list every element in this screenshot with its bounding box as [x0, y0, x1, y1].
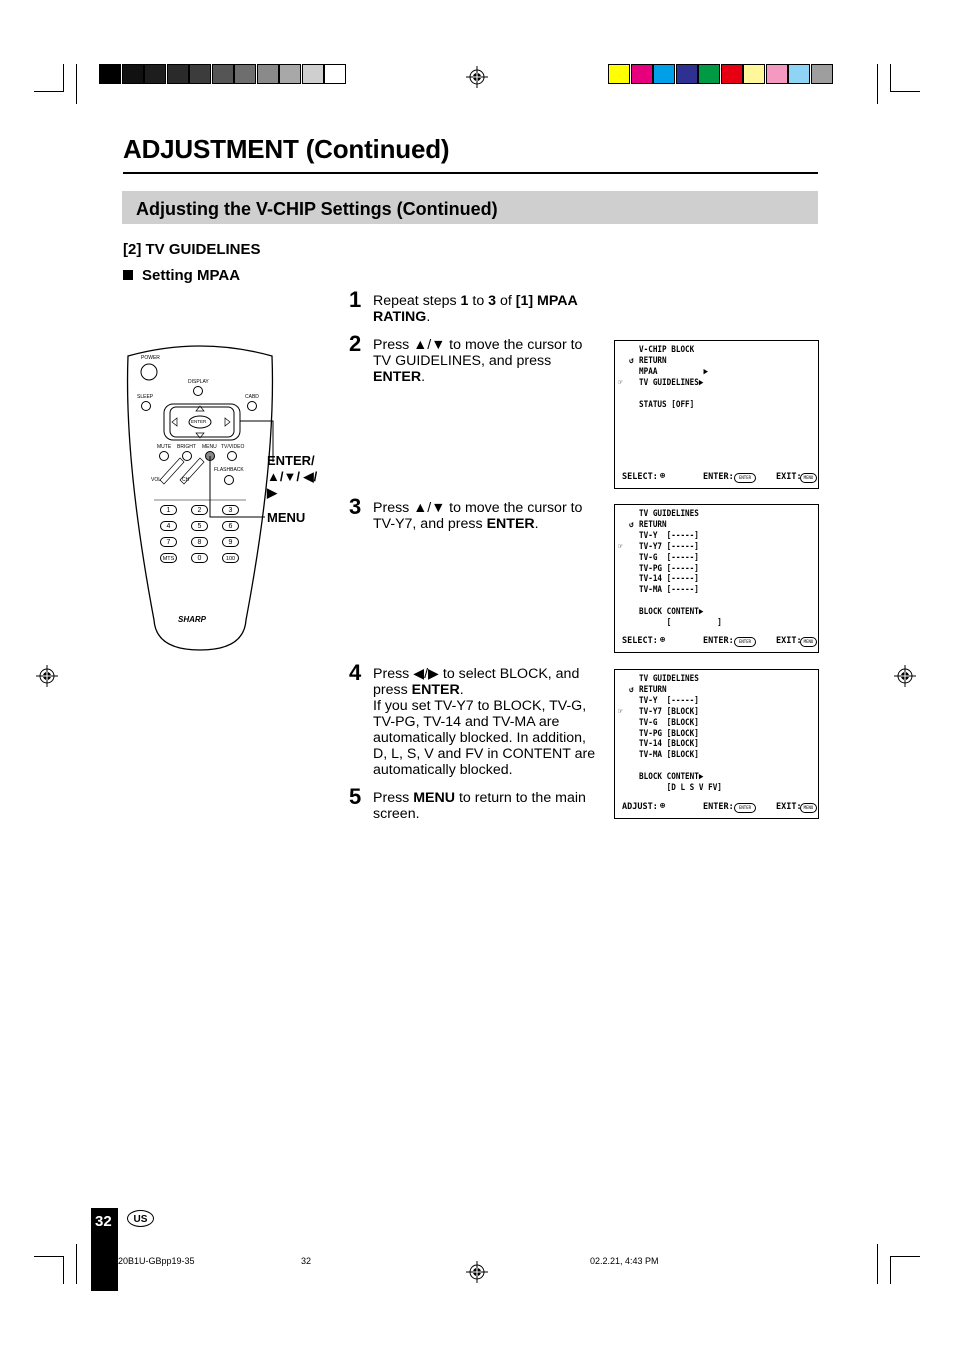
- menu-pill-icon: MENU: [800, 803, 817, 813]
- screen-line: BLOCK CONTENT▶: [639, 772, 704, 783]
- screen-footer: [622, 802, 812, 814]
- sub-subsection-heading: [123, 267, 240, 284]
- gray-swatch: [279, 64, 301, 84]
- select-pad-icon: ⊕: [660, 471, 666, 481]
- keypad-button[interactable]: 7: [160, 537, 177, 547]
- registration-mark-icon: [466, 1261, 488, 1283]
- footer-date: 02.2.21, 4:43 PM: [590, 1256, 659, 1266]
- crop-mark: [890, 1256, 920, 1257]
- color-swatch: [698, 64, 720, 84]
- color-swatch: [676, 64, 698, 84]
- screen-line: MPAA ▶: [639, 366, 709, 377]
- screen-line: BLOCK CONTENT▶: [639, 607, 704, 618]
- footer-filename: 20B1U-GBpp19-35: [118, 1256, 195, 1266]
- crop-mark: [877, 64, 878, 104]
- screen-line: TV-Y7 [BLOCK]: [639, 706, 699, 717]
- gray-swatch: [144, 64, 166, 84]
- screen-line: TV-MA [BLOCK]: [639, 750, 699, 761]
- gray-swatch: [257, 64, 279, 84]
- screen-line: RETURN: [639, 519, 667, 530]
- step-text: Press ▲/▼ to move the cursor to TV-Y7, and press ENTER.: [373, 500, 583, 532]
- gray-swatch: [99, 64, 121, 84]
- color-swatch: [743, 64, 765, 84]
- footer-exit-label: EXIT:: [776, 636, 802, 646]
- step-number: 2: [349, 331, 362, 356]
- mute-button[interactable]: [159, 451, 169, 461]
- sleep-label: SLEEP: [137, 394, 154, 400]
- gray-swatch: [212, 64, 234, 84]
- screen-footer: [622, 636, 812, 648]
- step-number: 5: [349, 784, 362, 809]
- page-number: 32: [95, 1213, 112, 1230]
- return-icon: ↺: [629, 355, 634, 366]
- footer-select-label: SELECT:: [622, 472, 658, 482]
- sub-subsection-label: Setting MPAA: [142, 267, 241, 284]
- menu-callout-label: MENU: [267, 510, 306, 525]
- footer-page: 32: [301, 1256, 312, 1266]
- crop-mark: [34, 1256, 64, 1257]
- gray-swatch: [234, 64, 256, 84]
- color-swatch: [721, 64, 743, 84]
- keypad-button[interactable]: 5: [191, 521, 208, 531]
- bright-label: BRIGHT: [177, 444, 196, 450]
- screen-line: TV-Y [-----]: [639, 530, 699, 541]
- menu-pill-icon: MENU: [800, 473, 817, 483]
- crop-mark: [63, 64, 64, 92]
- footer-enter-label: ENTER:: [703, 802, 734, 812]
- footer-enter-label: ENTER:: [703, 472, 734, 482]
- color-swatch: [653, 64, 675, 84]
- step-text: Repeat steps 1 to 3 of [1] MPAA RATING.: [373, 293, 578, 325]
- gray-swatch: [167, 64, 189, 84]
- registration-mark-icon: [466, 66, 488, 88]
- screen-line: TV GUIDELINES: [639, 674, 699, 684]
- screen-line: TV-Y7 [-----]: [639, 541, 699, 552]
- gray-swatch: [324, 64, 346, 84]
- enter-button-label[interactable]: ENTER: [191, 419, 207, 424]
- enter-pill-icon: ENTER: [734, 637, 756, 647]
- section-title: Adjusting the V-CHIP Settings (Continued): [136, 199, 498, 219]
- screen-line: TV-PG [BLOCK]: [639, 728, 699, 739]
- subsection-heading: [2] TV GUIDELINES: [123, 241, 261, 258]
- screen-line: TV-14 [BLOCK]: [639, 739, 699, 750]
- footer-enter-label: ENTER:: [703, 636, 734, 646]
- flashback-label: FLASHBACK: [214, 467, 244, 473]
- cabd-button[interactable]: [247, 401, 257, 411]
- keypad-button[interactable]: 100: [222, 553, 239, 563]
- step-number: 1: [349, 287, 362, 312]
- cursor-hand-icon: ☞: [618, 706, 623, 717]
- screen-line: TV-G [-----]: [639, 552, 699, 563]
- select-pad-icon: ⊕: [660, 801, 666, 811]
- screen-line: [D L S V FV]: [639, 783, 722, 793]
- screen-line: RETURN: [639, 684, 667, 695]
- keypad-button[interactable]: MTS: [160, 553, 177, 563]
- color-swatch: [788, 64, 810, 84]
- footer-select-label: SELECT:: [622, 636, 658, 646]
- screen-line: STATUS [OFF]: [639, 399, 695, 410]
- screen-footer: [622, 472, 812, 484]
- crop-mark: [34, 91, 64, 92]
- bright-button[interactable]: [182, 451, 192, 461]
- enter-arrows-label: ENTER/ ▲/▼/ ◀/▶: [267, 453, 318, 500]
- step-text: Press ▲/▼ to move the cursor to TV GUIDELINES, and press ENTER.: [373, 337, 583, 385]
- footer-exit-label: EXIT:: [776, 802, 802, 812]
- cabd-label: CABD: [245, 394, 259, 400]
- screen-line: TV-14 [-----]: [639, 574, 699, 585]
- keypad-button[interactable]: 3: [222, 505, 239, 515]
- keypad-button[interactable]: 8: [191, 537, 208, 547]
- registration-mark-icon: [36, 665, 58, 687]
- menu-pill-icon: MENU: [800, 637, 817, 647]
- mute-label: MUTE: [157, 444, 172, 450]
- keypad-button[interactable]: 6: [222, 521, 239, 531]
- vol-label: VOL: [151, 477, 162, 483]
- screen-line: RETURN: [639, 355, 667, 366]
- ch-label: CH: [182, 477, 190, 483]
- tvvideo-label: TV/VIDEO: [221, 444, 245, 450]
- brand-logo: SHARP: [178, 615, 207, 624]
- power-label: POWER: [141, 355, 160, 361]
- keypad-button[interactable]: 1: [160, 505, 177, 515]
- crop-mark: [76, 1244, 77, 1284]
- color-swatch: [766, 64, 788, 84]
- display-label: DISPLAY: [188, 379, 209, 385]
- color-swatch: [811, 64, 833, 84]
- crop-mark: [890, 1256, 891, 1284]
- osd-screen-tv-guidelines-blocked: [614, 669, 819, 819]
- step-number: 3: [349, 494, 362, 519]
- cursor-hand-icon: ☞: [618, 541, 623, 552]
- screen-line: TV-G [BLOCK]: [639, 717, 699, 728]
- color-swatch: [631, 64, 653, 84]
- gray-swatch: [189, 64, 211, 84]
- step-text: Press ◀/▶ to select BLOCK, and press ENTER. If you set TV-Y7 to BLOCK, TV-G, TV-PG, TV-14 and TV-MA are automatically blocked. In addition, D, L, S, V and FV in CONTENT are automatically blocked.: [373, 666, 596, 778]
- osd-screen-tv-guidelines: [614, 504, 819, 653]
- select-pad-icon: ⊕: [660, 635, 666, 645]
- screen-line: TV GUIDELINES: [639, 509, 699, 519]
- return-icon: ↺: [629, 684, 634, 695]
- sleep-button[interactable]: [141, 401, 151, 411]
- screen-line: V-CHIP BLOCK: [639, 345, 695, 355]
- osd-screen-vchip-block: [614, 340, 819, 489]
- crop-mark: [890, 64, 891, 92]
- page-title: ADJUSTMENT (Continued): [123, 134, 450, 164]
- gray-swatch: [302, 64, 324, 84]
- keypad-button[interactable]: 2: [191, 505, 208, 515]
- screen-line: TV-Y [-----]: [639, 695, 699, 706]
- registration-mark-icon: [894, 665, 916, 687]
- title-rule: [123, 172, 818, 174]
- crop-mark: [890, 91, 920, 92]
- footer-adjust-label: ADJUST:: [622, 802, 658, 812]
- step-number: 4: [349, 660, 362, 685]
- color-swatch: [608, 64, 630, 84]
- keypad-button[interactable]: 9: [222, 537, 239, 547]
- footer-exit-label: EXIT:: [776, 472, 802, 482]
- crop-mark: [63, 1256, 64, 1284]
- display-button[interactable]: [193, 386, 203, 396]
- crop-mark: [76, 64, 77, 104]
- menu-button-label: MENU: [202, 444, 217, 450]
- screen-line: TV-PG [-----]: [639, 563, 699, 574]
- screen-line: TV-MA [-----]: [639, 585, 699, 596]
- step-text: Press MENU to return to the main screen.: [373, 790, 586, 822]
- enter-pill-icon: ENTER: [734, 473, 756, 483]
- screen-line: TV GUIDELINES▶: [639, 377, 704, 388]
- crop-mark: [877, 1244, 878, 1284]
- keypad-button[interactable]: 0: [191, 553, 208, 563]
- enter-pill-icon: ENTER: [734, 803, 756, 813]
- gray-swatch: [122, 64, 144, 84]
- cursor-hand-icon: ☞: [618, 377, 623, 388]
- bullet-square-icon: [123, 270, 133, 280]
- return-icon: ↺: [629, 519, 634, 530]
- screen-line: [ ]: [639, 618, 722, 628]
- region-badge: US: [127, 1210, 154, 1227]
- keypad-button[interactable]: 4: [160, 521, 177, 531]
